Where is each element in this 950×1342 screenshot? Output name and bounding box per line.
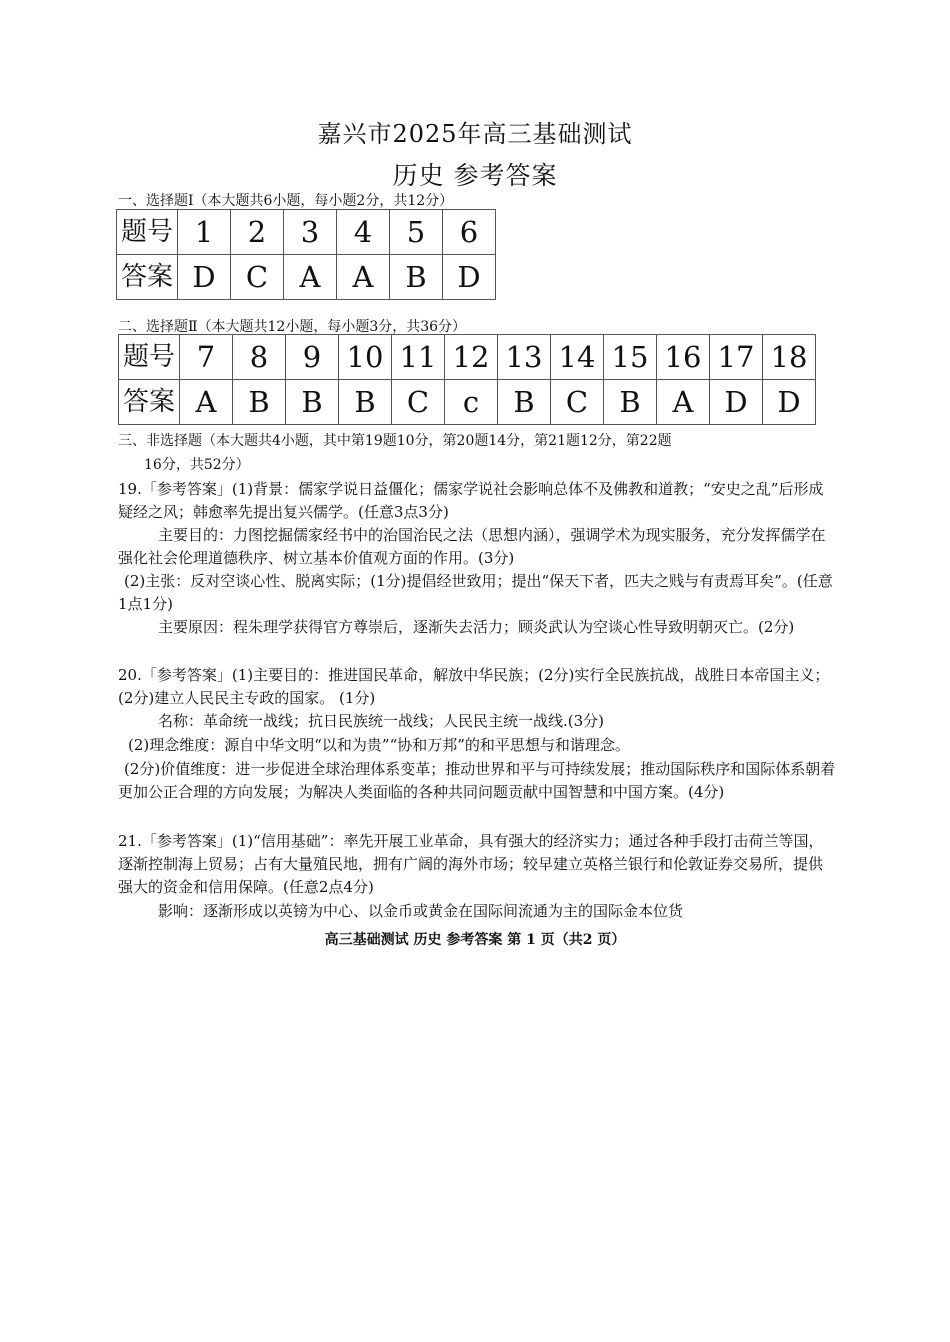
answer-cell: B: [339, 380, 392, 425]
answer-cell: B: [233, 380, 286, 425]
question-number: 11: [392, 335, 445, 380]
question-number: 4: [337, 210, 390, 255]
section2-answer-table: [118, 334, 816, 425]
answer-cell: B: [286, 380, 339, 425]
table-row: [117, 255, 496, 300]
section1-answer-table: [116, 209, 496, 300]
answer-cell: A: [284, 255, 337, 300]
question-number: 7: [180, 335, 233, 380]
row-label-answer: 答案: [119, 380, 180, 425]
page-footer: 高三基础测试 历史 参考答案 第 1 页（共2 页）: [324, 932, 626, 948]
row-label-question: 题号: [119, 335, 180, 380]
section2-heading: 二、选择题Ⅱ（本大题共12小题，每小题3分，共36分）: [118, 319, 467, 335]
answer-cell: D: [763, 380, 816, 425]
q19-purpose: 主要目的：力图挖掘儒家经书中的治国治民之法（思想内涵），强调学术为现实服务，充分发挥儒学在强化社会伦理道德秩序、树立基本价值观方面的作用。(3分): [118, 526, 826, 567]
answer-cell: D: [178, 255, 231, 300]
document-subtitle: 历史 参考答案: [392, 161, 558, 190]
answer-cell: A: [337, 255, 390, 300]
table-row: [117, 210, 496, 255]
table-row: [119, 380, 816, 425]
question-number: 17: [710, 335, 763, 380]
q21-impact: 影响：逐渐形成以英镑为中心、以金币或黄金在国际间流通为主的国际金本位货: [158, 902, 684, 920]
answer-cell: C: [392, 380, 445, 425]
answer-cell: D: [443, 255, 496, 300]
question-number: 10: [339, 335, 392, 380]
answer-cell: C: [551, 380, 604, 425]
answer-cell: B: [604, 380, 657, 425]
answer-cell: A: [180, 380, 233, 425]
question-number: 2: [231, 210, 284, 255]
answer-cell: B: [390, 255, 443, 300]
answer-cell: A: [657, 380, 710, 425]
question-number: 5: [390, 210, 443, 255]
q20-part1: 20.「参考答案」(1)主要目的：推进国民革命，解放中华民族；(2分)实行全民族抗战，战胜日本帝国主义；(2分)建立人民民主专政的国家。 (1分): [118, 666, 830, 707]
q19-reason: 主要原因：程朱理学获得官方尊崇后，逐渐失去活力；顾炎武认为空谈心性导致明朝灭亡。(2分): [158, 618, 795, 636]
question-number: 13: [498, 335, 551, 380]
table-row: [119, 335, 816, 380]
question-number: 9: [286, 335, 339, 380]
answer-cell: c: [445, 380, 498, 425]
section3-heading: 三、非选择题（本大题共4小题，其中第19题10分，第20题14分，第21题12分，第22题: [118, 433, 672, 449]
question-number: 12: [445, 335, 498, 380]
answer-cell: D: [710, 380, 763, 425]
question-number: 14: [551, 335, 604, 380]
section1-heading: 一、选择题Ⅰ（本大题共6小题，每小题2分，共12分）: [118, 193, 454, 209]
question-number: 15: [604, 335, 657, 380]
q20-part2-concept: (2)理念维度：源自中华文明“以和为贵”“协和万邦”的和平思想与和谐理念。: [128, 736, 630, 754]
section3-heading-cont: 16分，共52分）: [144, 457, 250, 473]
question-number: 8: [233, 335, 286, 380]
question-number: 3: [284, 210, 337, 255]
row-label-answer: 答案: [117, 255, 178, 300]
q20-names: 名称：革命统一战线；抗日民族统一战线；人民民主统一战线.(3分): [158, 712, 605, 730]
answer-cell: B: [498, 380, 551, 425]
question-number: 6: [443, 210, 496, 255]
q19-part2: (2)主张：反对空谈心性、脱离实际；(1分)提倡经世致用；提出“保天下者，匹夫之贱与有责焉耳矣”。(任意1点1分): [118, 572, 833, 613]
q20-part2-value: (2分)价值维度：进一步促进全球治理体系变革；推动世界和平与可持续发展；推动国际秩序和国际体系朝着更加公正合理的方向发展；为解决人类面临的各种共同问题贡献中国智慧和中国方案。(4分): [118, 760, 836, 801]
document-title: 嘉兴市2025年高三基础测试: [317, 120, 633, 148]
row-label-question: 题号: [117, 210, 178, 255]
q19-part1: 19.「参考答案」(1)背景：儒家学说日益僵化；儒家学说社会影响总体不及佛教和道教；“安史之乱”后形成疑经之风；韩愈率先提出复兴儒学。(任意3点3分): [118, 480, 824, 521]
question-number: 18: [763, 335, 816, 380]
q21-part1: 21.「参考答案」(1)“信用基础”：率先开展工业革命，具有强大的经济实力；通过各种手段打击荷兰等国，逐渐控制海上贸易；占有大量殖民地，拥有广阔的海外市场；较早建立英格兰银行和伦敦证券交易所，提供强大的资金和信用保障。(任意2点4分): [118, 832, 824, 896]
question-number: 16: [657, 335, 710, 380]
answer-cell: C: [231, 255, 284, 300]
question-number: 1: [178, 210, 231, 255]
